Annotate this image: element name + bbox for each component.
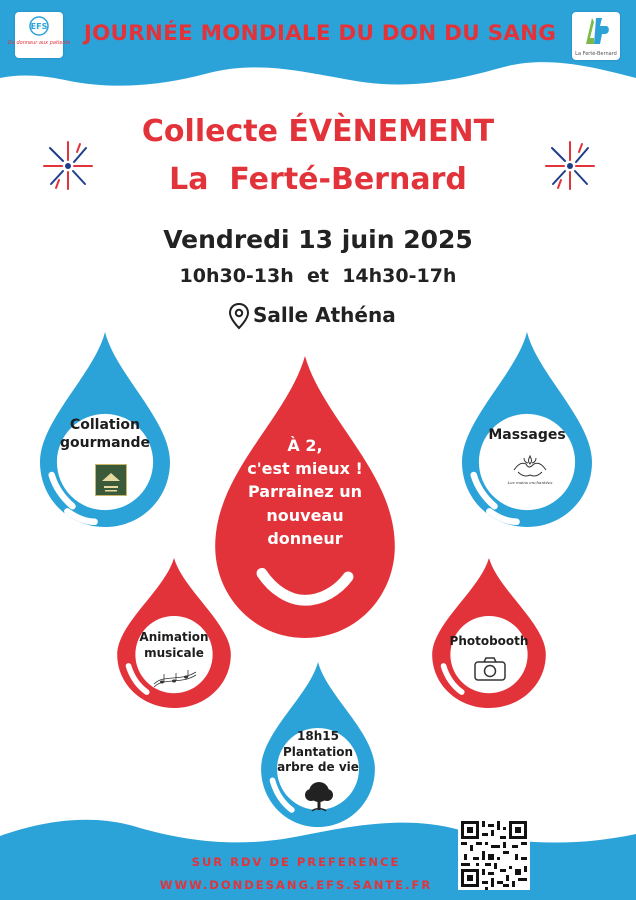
photobooth-drop [432, 558, 546, 708]
center-drop-line5: donneur [267, 528, 343, 548]
bakery-logo-shape [96, 465, 126, 495]
collation-label-line2: gourmande [59, 435, 151, 452]
center-drop-line3: Parrainez un [247, 482, 363, 502]
event-location: Salle Athéna [253, 303, 396, 327]
bakery-logo-icon [95, 464, 127, 496]
animation-label-line1: Animation [139, 630, 209, 644]
center-drop-line4: nouveau [266, 505, 344, 525]
plantation-label-line3: arbre de vie [277, 760, 359, 775]
center-drop-line1: À 2, [287, 436, 323, 455]
center-drop-line2: c'est mieux ! [247, 459, 363, 479]
svg-text:Les mains enchantées: Les mains enchantées [507, 480, 553, 485]
event-hours: 10h30-13h et 14h30-17h [179, 265, 457, 287]
massage-hands-icon [508, 450, 552, 486]
event-city: La Ferté-Bernard [169, 162, 467, 197]
tree-icon [302, 780, 336, 814]
ferte-bernard-logo [572, 12, 620, 60]
efs-logo [7, 12, 71, 58]
footer-rdv: SUR RDV DE PREFERENCE [191, 855, 401, 869]
qr-code-icon[interactable] [458, 818, 530, 890]
efs-logo-text: EFS [30, 22, 48, 31]
music-notes-icon [150, 668, 200, 690]
event-title: Collecte ÉVÈNEMENT [141, 114, 495, 149]
massages-label: Massages [488, 427, 566, 443]
efs-logo-icon [7, 12, 71, 58]
header-title: JOURNÉE MONDIALE DU DON DU SANG [83, 21, 557, 46]
efs-logo-tagline: Du donneur aux patients [7, 40, 71, 46]
photobooth-label: Photobooth [449, 634, 529, 648]
map-pin-icon [228, 302, 250, 330]
ferte-bernard-logo-icon [572, 12, 620, 60]
animation-label [124, 630, 224, 661]
footer-url[interactable]: WWW.DONDESANG.EFS.SANTE.FR [159, 878, 433, 892]
plantation-label-line2: Plantation [282, 744, 354, 759]
plantation-label-line1: 18h15 [297, 729, 339, 743]
plantation-label [268, 729, 368, 776]
camera-icon [472, 655, 508, 683]
center-drop-text [230, 434, 380, 550]
collation-label [55, 416, 155, 452]
event-date: Vendredi 13 juin 2025 [163, 225, 473, 254]
collation-label-line1: Collation [69, 417, 140, 433]
animation-label-line2: musicale [144, 645, 204, 660]
city-logo-caption: La Ferté-Bernard [575, 51, 617, 57]
